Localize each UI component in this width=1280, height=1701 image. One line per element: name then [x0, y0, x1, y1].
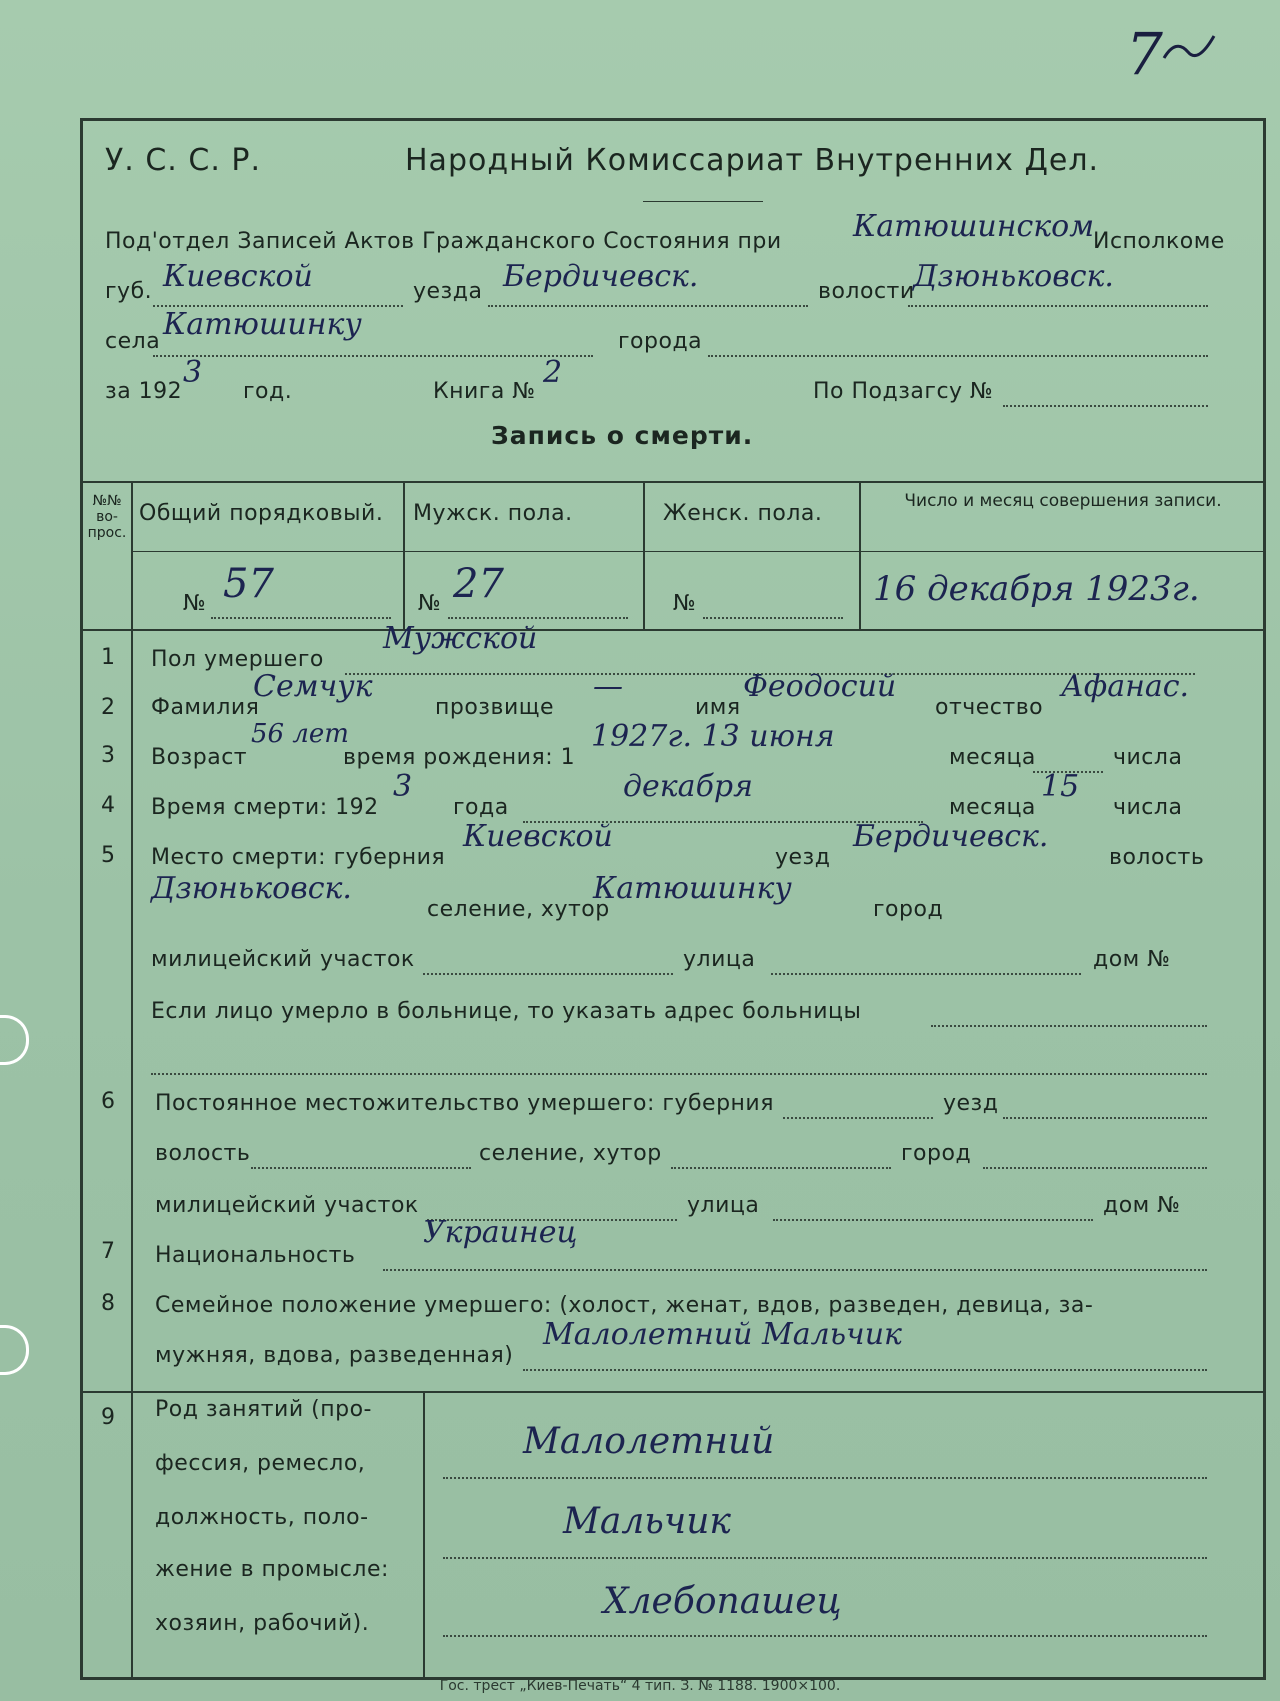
death-uezd-value: Бердичевск.: [853, 819, 1049, 854]
marital-value: Малолетний Мальчик: [543, 1317, 902, 1352]
sex-value: Мужской: [383, 621, 538, 656]
patronymic-label: отчество: [935, 695, 1044, 720]
uezd-label: уезда: [413, 279, 483, 304]
occupation-value-1: Малолетний: [523, 1421, 775, 1462]
year-suffix: год.: [243, 379, 293, 404]
death-month-value: декабря: [623, 769, 753, 804]
occupation-value-2: Мальчик: [563, 1501, 731, 1542]
record-date-value: 16 декабря 1923г.: [873, 569, 1200, 609]
subdept-label: Под'отдел Записей Актов Гражданского Состояния при: [105, 229, 782, 254]
death-day-value: 15: [1041, 769, 1080, 804]
marital-label: Семейное положение умершего: (холост, женат, вдов, разведен, девица, за-: [155, 1293, 1094, 1318]
ispolkom-label: Исполкоме: [1093, 229, 1225, 254]
nationality-label: Национальность: [155, 1243, 356, 1268]
residence-label: Постоянное местожительство умершего: губерния: [155, 1091, 774, 1116]
selo-label: села: [105, 329, 161, 354]
death-place-label: Место смерти: губерния: [151, 845, 446, 870]
year-label: за 192: [105, 379, 183, 404]
gorod-label: города: [618, 329, 703, 354]
punch-hole: [0, 1325, 29, 1375]
book-value: 2: [543, 355, 563, 390]
general-number-header: Общий порядковый.: [139, 501, 384, 526]
death-gub-value: Киевской: [463, 819, 613, 854]
age-label: Возраст: [151, 745, 248, 770]
volost-value: Дзюньковск.: [913, 259, 1114, 294]
surname-value: Семчук: [253, 669, 373, 704]
gub-label: губ.: [105, 279, 153, 304]
birth-value: 1927г. 13 июня: [591, 719, 835, 754]
occupation-value-3: Хлебопашец: [603, 1581, 842, 1622]
surname-label: Фамилия: [151, 695, 260, 720]
podzags-label: По Подзагсу №: [813, 379, 994, 404]
patronymic-value: Афанас.: [1061, 669, 1190, 704]
sex-label: Пол умершего: [151, 647, 324, 672]
selo-value: Катюшинку: [163, 307, 362, 342]
death-year-value: 3: [393, 769, 413, 804]
volost-label: волости: [818, 279, 915, 304]
male-number-value: 27: [453, 561, 504, 607]
name-value: Феодосий: [743, 669, 897, 704]
nickname-value: —: [593, 669, 623, 704]
archive-page-number: [1118, 18, 1228, 88]
svg-text:7: 7: [1126, 20, 1163, 88]
death-time-label: Время смерти: 192: [151, 795, 379, 820]
nationality-value: Украинец: [423, 1215, 578, 1250]
hospital-label: Если лицо умерло в больнице, то указать адрес больницы: [151, 999, 862, 1024]
death-selo-value: Катюшинку: [593, 871, 792, 906]
question-number-header: №№ во-прос.: [87, 493, 127, 541]
female-header: Женск. пола.: [663, 501, 823, 526]
subdept-value: Катюшинском: [853, 209, 1095, 244]
general-number-value: 57: [223, 561, 274, 607]
death-record-form: У. С. С. Р. Народный Комиссариат Внутренних Дел. Под'отдел Записей Актов Гражданского Состояния при Катюшинском Исполкоме губ. Киевской уезда Бердичевск. волости Дзюньковск. села Катюшинку города за 192 3 год. Книга № 2 По Подзагсу № Запись о смерти. №№ во-прос. Общий порядковый. Мужск. пола. Женск. пола. Число и месяц совершения записи. № 57 № 27 № 16 декабря 1923г. 1 2 3 4 5 6 7 8 9 Пол умершего Мужской Фамилия Семчук прозвище — имя Феодосий отчество Афанас. Возраст 56 лет время рождения: 1 1927г. 13 июня месяца числа Время смерти: 192 3 года декабря месяца 15 числа Место смерти: губерния Киевской уезд Бердичевск. волость Дзюньковск. селение, хутор Катюшинку город милицейский участок улица дом № Если лицо умерло в больнице, то указать адрес больницы Постоянное местожительство умершего: губерния уезд волость селение, хутор город милицейский участок улица дом № Национальность Украинец Семейное положение умершего: (холост, женат, вдов, разведен, девица, за- мужняя, вдова, разведенная) Малолетний Мальчик Род занятий (про- фессия, ремесло, должность, поло- жение в промысле: хозяин, рабочий). Малолетний Мальчик Хлебопашец: [80, 118, 1266, 1680]
republic-title: У. С. С. Р.: [105, 143, 262, 178]
birth-label: время рождения: 1: [343, 745, 576, 770]
death-volost-value: Дзюньковск.: [151, 871, 352, 906]
male-header: Мужск. пола.: [413, 501, 573, 526]
book-label: Книга №: [433, 379, 536, 404]
year-value: 3: [183, 355, 203, 390]
gub-value: Киевской: [163, 259, 313, 294]
punch-hole: [0, 1015, 29, 1065]
record-title: Запись о смерти.: [491, 421, 754, 450]
occupation-label: Род занятий (про-: [155, 1397, 372, 1422]
printer-imprint: Гос. трест „Киев-Печать“ 4 тип. З. № 1188. 1900×100.: [439, 1678, 841, 1694]
date-header: Число и месяц совершения записи.: [904, 491, 1222, 511]
age-value: 56 лет: [251, 719, 349, 749]
ministry-title: Народный Комиссариат Внутренних Дел.: [405, 143, 1100, 178]
nickname-label: прозвище: [435, 695, 555, 720]
uezd-value: Бердичевск.: [503, 259, 699, 294]
name-label: имя: [695, 695, 741, 720]
